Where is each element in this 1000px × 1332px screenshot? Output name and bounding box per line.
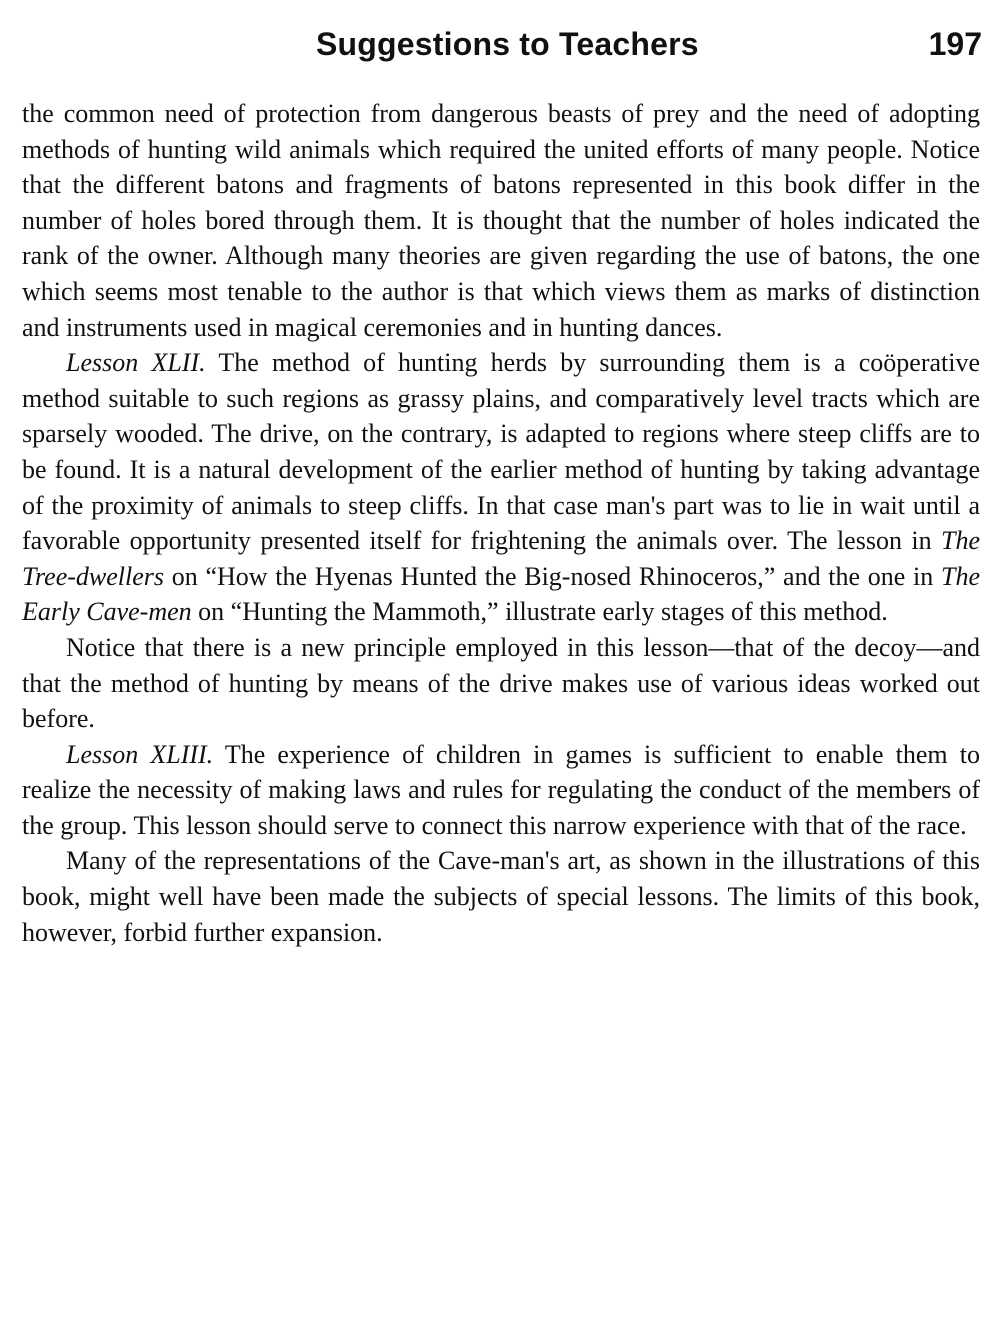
text-run: Many of the representations of the Cave-man's art, as shown in the illustrations of this book, might well have been made the subjects of special lessons. The limits of this book, however, forbid further expansion. [22,846,980,947]
running-title: Suggestions to Teachers [316,26,699,62]
lesson-heading: Lesson XLII. [66,348,206,378]
text-run: The experience of children in games is sufficient to enable them to realize the necessity of making laws and rules for regulating the conduct of the members of the group. This lesson should serve to connect this narrow experience with that of the race. [22,739,981,840]
text-run: on “Hunting the Mammoth,” illustrate early stages of this method. [191,597,888,627]
book-title-reference: The Early Cave-men [22,561,980,627]
paragraph-lesson-xliii [22,737,980,844]
running-header [0,18,1000,78]
lesson-heading: Lesson XLIII. [66,739,214,769]
paragraph-closing [22,843,980,950]
page-number: 197 [928,26,982,62]
text-run: on “How the Hyenas Hunted the Big-nosed Rhinoceros,” and the one in [164,561,941,591]
body-text [22,96,980,950]
text-run: Notice that there is a new principle employed in this lesson—that of the decoy—and that the method of hunting by means of the drive makes use of various ideas worked out before. [22,632,980,734]
book-title-reference: The Tree-dwellers [22,526,980,591]
paragraph-lesson-xlii [22,345,980,630]
paragraph-decoy [22,630,980,737]
text-run: the common need of protection from dangerous beasts of prey and the need of adopting methods of hunting wild animals which required the united efforts of many people. Notice that the different batons and fragments of batons represented in this book differ in the number of holes bored through them. It is thought that the number of holes indicated the rank of the owner. Although many theories are given regarding the use of batons, the one which seems most tenable to the author is that which views them as marks of distinction and instruments used in magical ceremonies and in hunting dances. [22,99,980,342]
paragraph-continuation [22,96,980,345]
text-run: The method of hunting herds by surrounding them is a coöperative method suitable to such regions as grassy plains, and comparatively level tracts which are sparsely wooded. The drive, on the contrary, is adapted to regions where steep cliffs are to be found. It is a natural development of the earlier method of hunting by taking advantage of the proximity of animals to steep cliffs. In that case man's part was to lie in wait until a favorable opportunity presented itself for frightening the animals over. The lesson in [22,348,980,556]
